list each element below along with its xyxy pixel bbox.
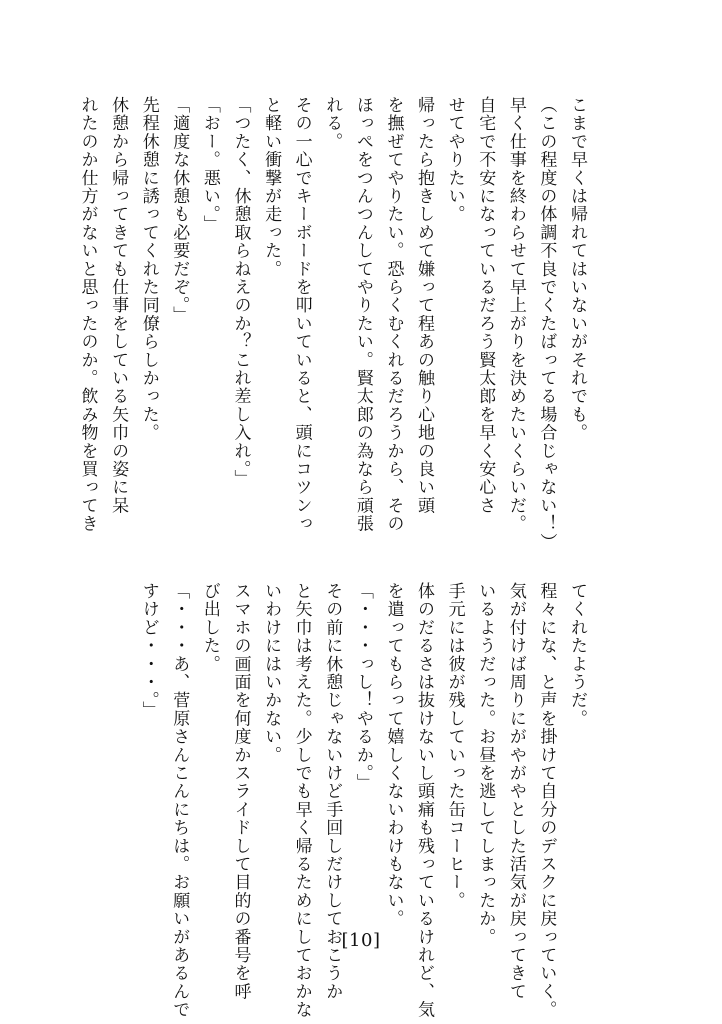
text-line: 帰ったら抱きしめて嫌って程あの触り心地の良い頭 <box>414 96 435 515</box>
text-line: （この程度の体調不良でくたばってる場合じゃない！） <box>536 96 557 551</box>
text-line: 「・・・っし！やるか。」 <box>352 582 373 792</box>
text-line: を撫ぜてやりたい。恐らくむくれるだろうから、その <box>383 96 404 533</box>
text-line: すけど・・・。」 <box>138 582 159 720</box>
text-line: 「適度な休憩も必要だぞ。」 <box>169 96 190 325</box>
text-block-lower <box>133 582 592 1019</box>
text-line: 「・・・あ、菅原さんこんにちは。お願いがあるんで <box>169 582 190 1019</box>
text-line: スマホの画面を何度かスライドして目的の番号を呼 <box>230 582 251 1001</box>
text-line: その一心でキーボードを叩いていると、頭にコツンっ <box>291 96 312 533</box>
text-line: 先程休憩に誘ってくれた同僚らしかった。 <box>138 96 159 442</box>
text-line: せてやりたい。 <box>444 96 465 224</box>
text-line: いわけにはいかない。 <box>261 582 282 764</box>
text-line: てくれたようだ。 <box>567 582 587 728</box>
text-line: こまで早くは帰れてはいないがそれでも。 <box>567 96 587 442</box>
text-line: 自宅で不安になっているだろう賢太郎を早く安心さ <box>475 96 496 515</box>
text-line: 早く仕事を終わらせて早上がりを決めたいくらいだ。 <box>505 96 526 533</box>
text-line: 「つたく、休憩取らねえのか？これ差し入れ。」 <box>230 96 251 488</box>
text-line: その前に休憩じゃないけど手回しだけしておこうか <box>322 582 343 1001</box>
text-line: 体のだるさは抜けないし頭痛も残っているけれど、気 <box>414 582 435 1019</box>
text-line: れたのか仕方がないと思ったのか。飲み物を買ってき <box>77 96 98 533</box>
text-line: ほっぺをつんつんしてやりたい。賢太郎の為なら頑張 <box>352 96 373 533</box>
page-number: [10] <box>341 930 381 951</box>
text-line: と矢巾は考えた。少しでも早く帰るためにしておかな <box>291 582 312 1019</box>
text-line: と軽い衝撃が走った。 <box>261 96 282 278</box>
text-line: 手元には彼が残していった缶コーヒー。 <box>444 582 465 910</box>
text-line: 休憩から帰ってきても仕事をしている矢巾の姿に呆 <box>108 96 129 515</box>
text-line: 「おー。悪い。」 <box>199 96 220 234</box>
text-line: いるようだった。お昼を逃してしまったか。 <box>475 582 496 946</box>
text-line: 程々にな、と声を掛けて自分のデスクに戻っていく。 <box>536 582 557 1019</box>
text-line: 気が付けば周りにがやがやとした活気が戻ってきて <box>505 582 526 1001</box>
text-line: び出した。 <box>199 582 220 673</box>
text-line: れる。 <box>322 96 343 151</box>
text-block-upper <box>72 96 592 551</box>
text-line: を遣ってもらって嬉しくないわけもない。 <box>383 582 404 928</box>
